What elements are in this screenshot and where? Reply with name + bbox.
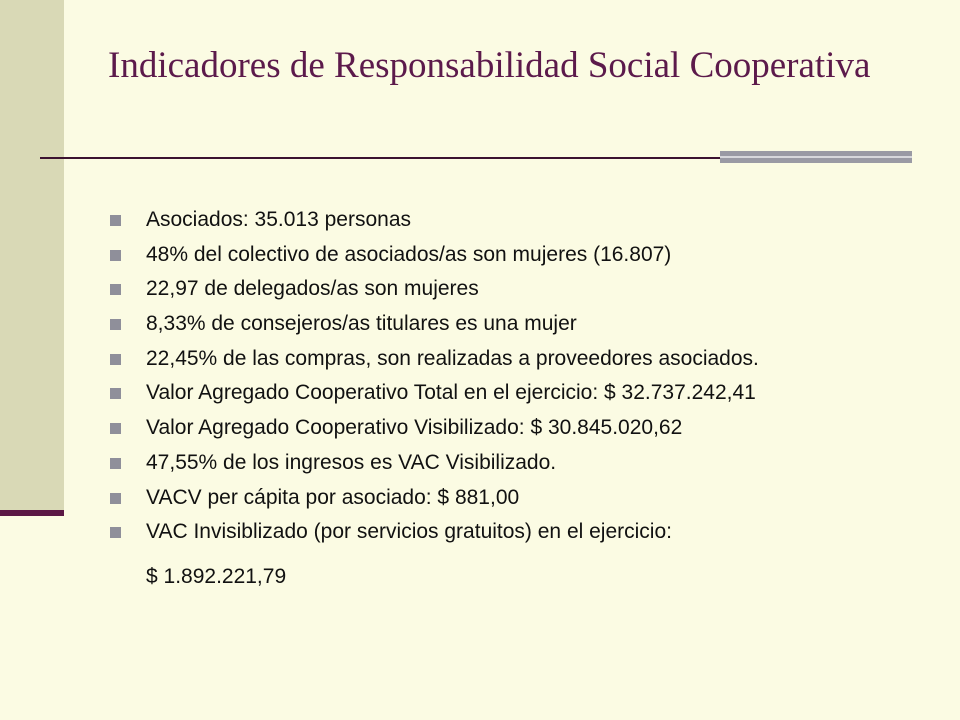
square-bullet-icon bbox=[110, 458, 121, 469]
bullet-list bbox=[110, 204, 940, 551]
list-item bbox=[110, 273, 940, 308]
bullet-text: 8,33% de consejeros/as titulares es una mujer bbox=[146, 312, 577, 336]
square-bullet-icon bbox=[110, 250, 121, 261]
list-item bbox=[110, 482, 940, 517]
list-item bbox=[110, 308, 940, 343]
list-item bbox=[110, 204, 940, 239]
list-item bbox=[110, 516, 940, 551]
square-bullet-icon bbox=[110, 527, 121, 538]
square-bullet-icon bbox=[110, 388, 121, 399]
list-item bbox=[110, 239, 940, 274]
bullet-text: 22,45% de las compras, son realizadas a proveedores asociados. bbox=[146, 346, 759, 370]
bullet-text: 48% del colectivo de asociados/as son mujeres (16.807) bbox=[146, 242, 672, 266]
title-underline-accent bbox=[720, 151, 912, 163]
square-bullet-icon bbox=[110, 319, 121, 330]
left-decorative-bar bbox=[0, 0, 64, 510]
square-bullet-icon bbox=[110, 354, 121, 365]
bullet-text: 47,55% de los ingresos es VAC Visibilizado. bbox=[146, 450, 557, 474]
bullet-text: VACV per cápita por asociado: $ 881,00 bbox=[146, 485, 520, 509]
title-underline bbox=[40, 157, 720, 159]
bullet-text: Asociados: 35.013 personas bbox=[146, 208, 412, 231]
bullet-text: Valor Agregado Cooperativo Total en el ejercicio: $ 32.737.242,41 bbox=[146, 381, 756, 405]
bullet-text: VAC Invisiblizado (por servicios gratuitos) en el ejercicio: bbox=[146, 520, 672, 544]
left-bar-accent-line bbox=[0, 510, 64, 516]
list-item bbox=[110, 377, 940, 412]
list-item bbox=[110, 447, 940, 482]
bullet-text: 22,97 de delegados/as son mujeres bbox=[146, 277, 479, 301]
slide-title: Indicadores de Responsabilidad Social Cooperativa bbox=[108, 45, 871, 86]
square-bullet-icon bbox=[110, 215, 121, 226]
bullet-continuation-amount: $ 1.892.221,79 bbox=[146, 565, 287, 588]
list-item bbox=[110, 412, 940, 447]
square-bullet-icon bbox=[110, 423, 121, 434]
bullet-text: Valor Agregado Cooperativo Visibilizado: $ 30.845.020,62 bbox=[146, 416, 683, 440]
square-bullet-icon bbox=[110, 284, 121, 295]
square-bullet-icon bbox=[110, 493, 121, 504]
list-item bbox=[110, 343, 940, 378]
